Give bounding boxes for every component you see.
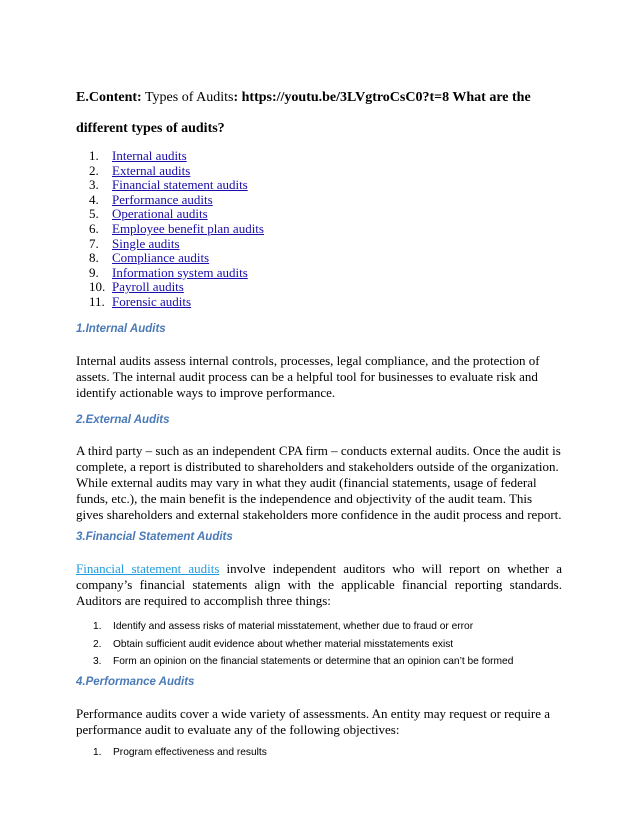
toc-list (89, 149, 264, 310)
heading-label: E.Content: (76, 90, 142, 105)
toc-item: 3. Financial statement audits (89, 177, 248, 193)
toc-link-external[interactable]: External audits (112, 162, 191, 178)
financial-statement-audits-link[interactable]: Financial statement audits (76, 561, 220, 576)
section-title-external: 2.External Audits (76, 414, 170, 426)
toc-item: 5. Operational audits (89, 206, 208, 222)
list-item: 3. Form an opinion on the financial statements or determine that an opinion can’t be formed (93, 656, 514, 667)
toc-link-financial[interactable]: Financial statement audits (112, 177, 248, 193)
toc-item: 11. Forensic audits (89, 293, 192, 309)
heading-url[interactable]: : https://youtu.be/3LVgtroCsC0?t=8 What are the (233, 90, 531, 105)
toc-item: 6. Employee benefit plan audits (89, 220, 264, 236)
performance-objectives-list (93, 744, 267, 762)
list-item: 1. Program effectiveness and results (93, 747, 267, 758)
toc-link-internal[interactable]: Internal audits (112, 148, 187, 163)
toc-link-forensic[interactable]: Forensic audits (112, 293, 192, 309)
toc-link-information-system[interactable]: Information system audits (112, 264, 248, 280)
toc-item: 4. Performance audits (89, 191, 213, 207)
toc-link-single[interactable]: Single audits (112, 235, 180, 251)
toc-item: 10. Payroll audits (89, 279, 184, 295)
toc-link-performance[interactable]: Performance audits (112, 191, 213, 207)
toc-item: 2. External audits (89, 162, 191, 178)
toc-link-payroll[interactable]: Payroll audits (112, 279, 184, 295)
doc-heading (76, 89, 531, 107)
toc-item: 9. Information system audits (89, 264, 248, 280)
section-body-external: A third party – such as an independent CPA firm – conducts external audits. Once the audit is complete, a report is distributed to shareholders and stakeholders outside of the organization. While external audits may vary in what they audit (financial statements, usage of federal funds, etc.), the main benefit is the independence and objectivity of the audit team. This gives shareholders and external stakeholders more confidence in the audit process and report. (76, 443, 562, 522)
doc-heading-line2: different types of audits? (76, 121, 225, 136)
toc-item: 1. Internal audits (89, 148, 187, 163)
section-body-financial (76, 561, 562, 609)
toc-link-employee-benefit[interactable]: Employee benefit plan audits (112, 220, 264, 236)
toc-item: 8. Compliance audits (89, 250, 210, 266)
toc-link-operational[interactable]: Operational audits (112, 206, 208, 222)
financial-body-text: involve independent auditors who will report on whether a company’s financial statements align with the applicable financial reporting standards. Auditors are required to accomplish three things: (76, 561, 562, 608)
section-body-internal: Internal audits assess internal controls, processes, legal compliance, and the protection of assets. The internal audit process can be a helpful tool for businesses to evaluate risk and identify actionable ways to improve performance. (76, 353, 540, 400)
section-title-financial: 3.Financial Statement Audits (76, 531, 233, 543)
financial-requirements-list (93, 618, 513, 671)
toc-link-compliance[interactable]: Compliance audits (112, 250, 210, 266)
list-item: 2. Obtain sufficient audit evidence about whether material misstatements exist (93, 638, 454, 650)
heading-label-rest: Types of Audits (141, 90, 234, 105)
list-item: 1. Identify and assess risks of material misstatement, whether due to fraud or error (93, 621, 474, 632)
section-body-performance: Performance audits cover a wide variety of assessments. An entity may request or require a performance audit to evaluate any of the following objectives: (76, 706, 550, 737)
toc-item: 7. Single audits (89, 235, 180, 251)
section-title-performance: 4.Performance Audits (76, 676, 195, 688)
section-title-internal: 1.Internal Audits (76, 323, 166, 335)
